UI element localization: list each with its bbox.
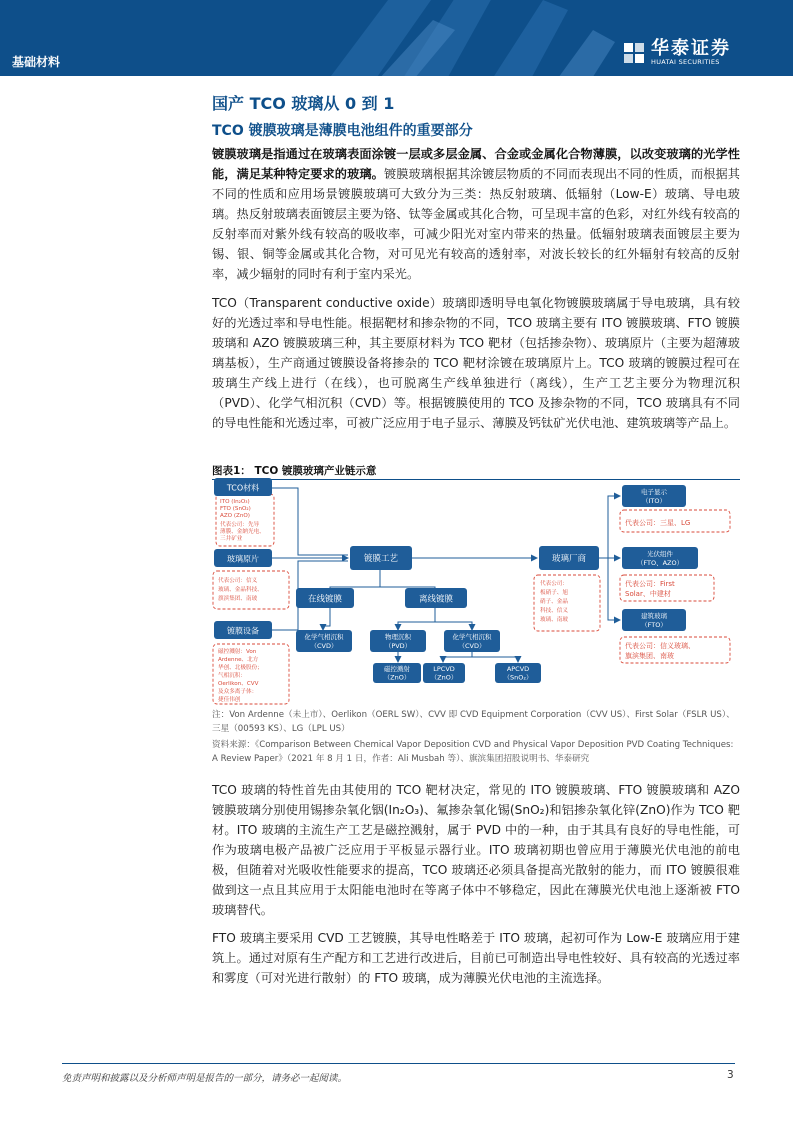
brand-mark-icon <box>623 42 645 64</box>
brand-name-cn: 华泰证券 <box>651 38 731 59</box>
tco-type-azo: AZO (ZnO) <box>220 513 250 519</box>
paragraph-3: TCO 玻璃的特性首先由其使用的 TCO 靶材决定，常见的 ITO 镀膜玻璃、FTO 镀膜玻璃和 AZO 镀膜玻璃分别使用锡掺杂氧化铟(In₂O₃)、氟掺杂氧化锡(SnO₂)和铝掺杂氧化锌(ZnO)作为 TCO 靶材。ITO 玻璃的主流生产工艺是磁控溅射，属于 PVD 中的一种，由于其具有良好的导电性能，可作为玻璃电极产品被广泛应用于平板显示器行业。ITO 玻璃初期也曾应用于薄膜光伏电池的前电极，但随着对光吸收性能要求的提高，TCO 玻璃还必须具备提高光散射的能力，而 ITO 镀膜很难做到这一点且其应用于太阳能电池时在等离子体中不够稳定，因此在薄膜光伏电池上逐渐被 FTO 玻璃替代。 <box>212 783 740 917</box>
label-building-2: （FTO） <box>641 621 667 629</box>
label-cvd-offline-2: （CVD） <box>458 642 486 650</box>
label-tco-material: TCO材料 <box>226 483 260 493</box>
paragraph-1-body: 镀膜玻璃根据其涂镀层物质的不同而表现出不同的性质，而根据其不同的性质和应用场景镀膜玻璃可大致分为三类：热反射玻璃、低辐射（Low-E）玻璃、导电玻璃。热反射玻璃表面镀层主要为铬、钛等金属或其化合物，可呈现丰富的色彩，对红外线有较高的反射率而对紫外线有较高的吸收率，可减少阳光对室内带来的热量。低辐射玻璃表面镀层主要为锡、银、铜等金属或其化合物，对可见光有较高的透射率，对波长较长的红外辐射有较高的反射率，减少辐射的同时有利于室内采光。 <box>212 167 740 281</box>
factory-companies-5: 玻璃、南玻 <box>540 617 568 623</box>
label-magnetron-1: 磁控溅射 <box>384 665 410 673</box>
label-pvd-2: （PVD） <box>384 642 412 650</box>
tco-companies-1: 代表公司：先导 <box>220 522 260 528</box>
tco-type-ito: ITO (In₂O₃) <box>220 499 250 505</box>
paragraph-1 <box>212 144 740 284</box>
arrow-online-to-cvd <box>323 608 330 630</box>
equipment-companies-5: Oerlikon、CVV <box>218 681 259 687</box>
equipment-companies-7: 捷佳伟创 <box>218 697 241 703</box>
arrow-offline-to-pvd <box>398 608 435 630</box>
arrow-factory-to-display <box>597 496 620 558</box>
label-pvd-1: 物理沉积 <box>385 633 411 641</box>
label-glass-factory: 玻璃厂商 <box>551 554 587 564</box>
factory-companies-2: 板硝子、旭 <box>540 590 568 596</box>
arrow-factory-to-building <box>608 558 620 620</box>
label-equipment: 镀膜设备 <box>227 626 259 636</box>
factory-companies-3: 硝子、金晶 <box>540 599 568 605</box>
label-offline: 离线镀膜 <box>418 594 454 605</box>
equipment-companies-1: 磁控溅射：Von <box>218 649 257 655</box>
equipment-companies-4: 气相沉积： <box>218 673 246 679</box>
label-glass-raw: 玻璃原片 <box>227 554 259 564</box>
figure-source: 资料来源：《Comparison Between Chemical Vapor Deposition CVD and Physical Vapor Deposition PVD Coating Techniques: A Review Paper》（2021 年 8 月 1 日，作者：Ali Musbah 等）、旗滨集团招股说明书、华泰研究 <box>212 740 734 764</box>
glass-raw-companies-2: 玻璃、金晶科技、 <box>218 587 263 593</box>
label-apcvd-2: （SnO₂） <box>503 673 533 682</box>
figure-note: 注：Von Ardenne（未上市）、Oerlikon（OERL SW）、CVV 即 CVD Equipment Corporation（CVV US）、First Solar（FSLR US）、三星（00593 KS）、LG（LPL US） <box>212 710 735 734</box>
brand-name-en: HUATAI SECURITIES <box>651 58 720 66</box>
label-lpcvd-2: （ZnO） <box>430 673 458 682</box>
figure-title: 图表1： TCO 镀膜玻璃产业链示意 <box>212 465 377 477</box>
brand-logo <box>623 40 731 66</box>
tco-type-fto: FTO (SnO₂) <box>220 506 251 512</box>
page-number: 3 <box>727 1069 734 1081</box>
label-cvd-online-1: 化学气相沉积 <box>304 633 344 641</box>
industry-chain-diagram <box>210 474 740 706</box>
header-decoration <box>223 0 643 76</box>
factory-companies-4: 科技、信义 <box>540 608 568 614</box>
equipment-companies-2: Ardenne、北方 <box>218 657 259 663</box>
arrow-offline-to-cvd <box>435 622 472 630</box>
pv-companies-1: 代表公司：First <box>625 580 675 588</box>
paragraph-2: TCO（Transparent conductive oxide）玻璃即透明导电氧化物镀膜玻璃属于导电玻璃，具有较好的光透过率和导电性能。根据靶材和掺杂物的不同，TCO 玻璃主要有 ITO 镀膜玻璃、FTO 镀膜玻璃和 AZO 镀膜玻璃三种，其主要原材料为 TCO 靶材（包括掺杂物）、玻璃原片（主要为超薄玻璃基板），生产商通过镀膜设备将掺杂的 TCO 靶材涂镀在玻璃原片上。TCO 玻璃的镀膜过程可在玻璃生产线上进行（在线），也可脱离生产线单独进行（离线），生产工艺主要分为物理沉积（PVD）、化学气相沉积（CVD）等。根据镀膜使用的 TCO 及掺杂物的不同，TCO 玻璃具有不同的导电性能和光透过率，可被广泛应用于电子显示、薄膜及钙钛矿光伏电池、建筑玻璃等产品上。 <box>212 296 740 430</box>
paragraph-4: FTO 玻璃主要采用 CVD 工艺镀膜，其导电性略差于 ITO 玻璃，起初可作为 Low-E 玻璃应用于建筑上。通过对原有生产配方和工艺进行改进后，目前已可制造出导电性较好、具有较高的光透过率和雾度（可对光进行散射）的 FTO 玻璃，成为薄膜光伏电池的主流选择。 <box>212 931 740 985</box>
label-online: 在线镀膜 <box>307 594 343 605</box>
page-title: 国产 TCO 玻璃从 0 到 1 <box>212 94 395 113</box>
tco-companies-2: 薄膜、金納光电、 <box>220 529 265 535</box>
section-tag: 基础材料 <box>12 55 61 69</box>
equipment-companies-6: 及众多离子体： <box>218 689 258 695</box>
paragraph-1-lead: 镀膜玻璃是指通过在玻璃表面涂镀一层或多层金属、合金或金属化合物薄膜，以改变玻璃的光学性能，满足某种特定要求的玻璃。 <box>212 147 740 181</box>
glass-raw-companies-3: 旗滨集团、南玻 <box>218 596 258 602</box>
glass-raw-companies-1: 代表公司：信义 <box>218 578 258 584</box>
arrow-tco-to-process <box>270 488 348 555</box>
building-companies-2: 旗滨集团、南玻 <box>625 652 674 660</box>
arrow-cvd-to-apcvd <box>472 657 518 662</box>
equipment-companies-3: 华创、北极股份； <box>218 665 263 671</box>
label-cvd-online-2: （CVD） <box>310 642 338 650</box>
label-cvd-offline-1: 化学气相沉积 <box>452 633 492 641</box>
section-subtitle: TCO 镀膜玻璃是薄膜电池组件的重要部分 <box>212 123 473 139</box>
footer-rule <box>62 1063 735 1064</box>
label-building-1: 建筑玻璃 <box>641 612 667 620</box>
footer-disclaimer: 免责声明和披露以及分析师声明是报告的一部分，请务必一起阅读。 <box>62 1073 348 1084</box>
label-lpcvd-1: LPCVD <box>433 665 455 673</box>
label-pv-module-1: 光伏组件 <box>647 550 673 558</box>
tco-companies-3: 三井矿业 <box>220 536 243 542</box>
pv-companies-2: Solar、中建材 <box>625 590 671 598</box>
factory-companies-1: 代表公司： <box>540 581 568 587</box>
display-companies: 代表公司：三星、LG <box>625 519 691 527</box>
building-companies-1: 代表公司：信义玻璃、 <box>625 642 695 650</box>
label-apcvd-1: APCVD <box>506 665 530 673</box>
label-pv-module-2: （FTO、AZO） <box>636 559 684 567</box>
label-display-2: （ITO） <box>641 497 667 505</box>
label-magnetron-2: （ZnO） <box>383 673 411 682</box>
label-coating-process: 镀膜工艺 <box>363 554 399 564</box>
arrow-cvd-to-lpcvd <box>443 652 472 662</box>
label-display-1: 电子显示 <box>641 488 667 496</box>
header-band <box>0 0 793 76</box>
